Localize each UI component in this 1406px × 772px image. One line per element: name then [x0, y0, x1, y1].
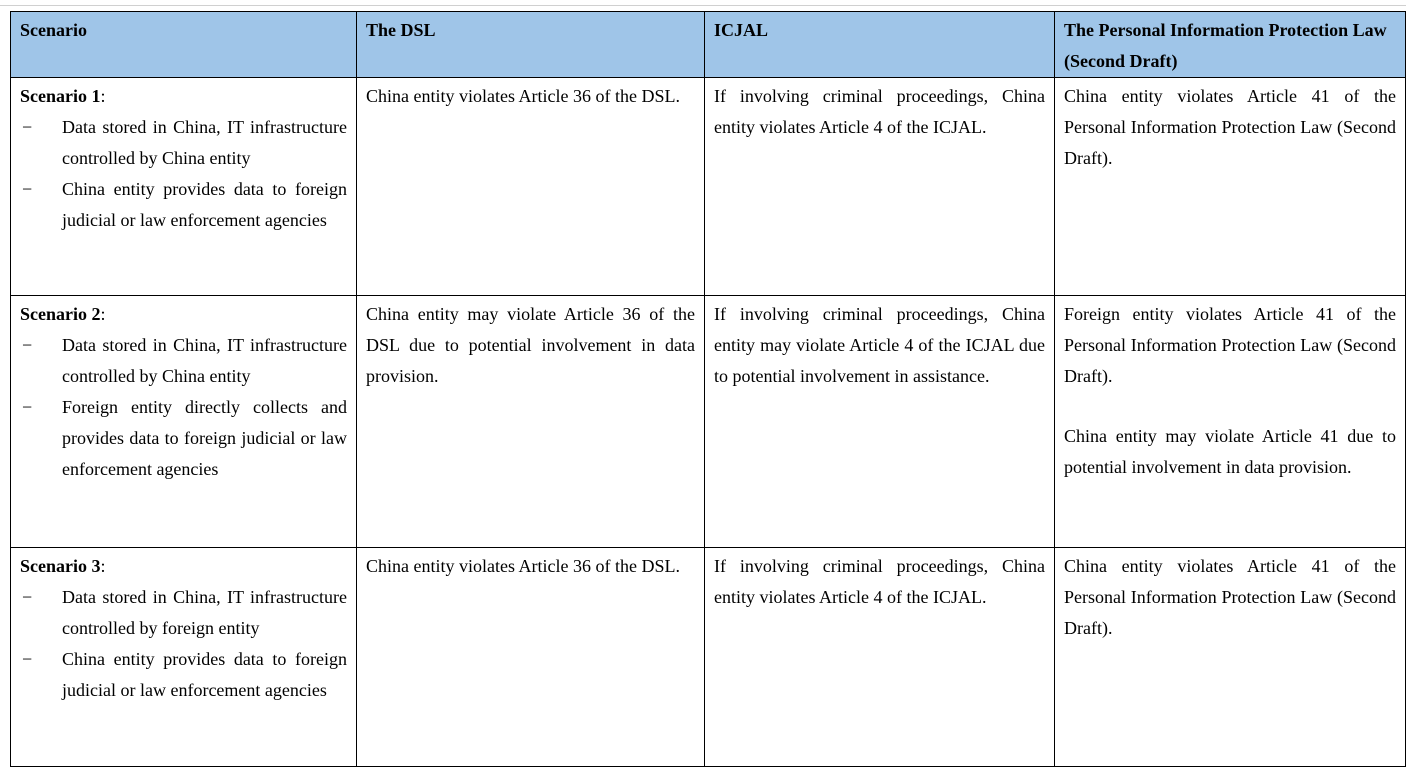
scenario-heading: [20, 551, 347, 582]
pipl-cell: [1055, 548, 1406, 767]
scenario-cell: [11, 78, 357, 296]
list-item: [20, 174, 347, 236]
pipl-cell: [1055, 78, 1406, 296]
header-scenario: Scenario: [11, 12, 357, 78]
scenario-title-colon: :: [100, 86, 106, 106]
page-top-edge: [0, 0, 1406, 6]
table-body: [11, 78, 1406, 767]
bullet-text: China entity provides data to foreign judicial or law enforcement agencies: [62, 179, 347, 230]
scenario-cell: [11, 548, 357, 767]
header-icjal: ICJAL: [705, 12, 1055, 78]
table-row: [11, 78, 1406, 296]
icjal-cell: [705, 296, 1055, 548]
scenario-bullet-list: [20, 582, 347, 706]
dsl-cell: [357, 78, 705, 296]
icjal-cell: [705, 548, 1055, 767]
cell-paragraph: China entity violates Article 41 of the Personal Information Protection Law (Second Draft).: [1064, 556, 1396, 638]
scenario-comparison-table: [10, 11, 1406, 767]
icjal-cell: [705, 78, 1055, 296]
dsl-cell: [357, 296, 705, 548]
list-item: [20, 392, 347, 485]
scenario-title-colon: :: [100, 304, 106, 324]
cell-paragraph: China entity violates Article 41 of the Personal Information Protection Law (Second Draft).: [1064, 86, 1396, 168]
bullet-text: Data stored in China, IT infrastructure controlled by foreign entity: [62, 587, 347, 638]
bullet-text: Foreign entity directly collects and provides data to foreign judicial or law enforcement agencies: [62, 397, 347, 479]
scenario-title: Scenario 1: [20, 86, 101, 106]
table-row: [11, 296, 1406, 548]
cell-paragraph: China entity may violate Article 36 of the DSL due to potential involvement in data provision.: [366, 304, 695, 386]
table-header-row: [11, 12, 1406, 78]
list-item: [20, 330, 347, 392]
scenario-cell: [11, 296, 357, 548]
pipl-cell: [1055, 296, 1406, 548]
cell-paragraph: If involving criminal proceedings, China entity may violate Article 4 of the ICJAL due to potential involvement in assistance.: [714, 304, 1045, 386]
bullet-text: Data stored in China, IT infrastructure controlled by China entity: [62, 335, 347, 386]
cell-paragraph: China entity may violate Article 41 due to potential involvement in data provision.: [1064, 426, 1396, 477]
header-dsl: The DSL: [357, 12, 705, 78]
cell-paragraph: If involving criminal proceedings, China entity violates Article 4 of the ICJAL.: [714, 86, 1045, 137]
bullet-text: Data stored in China, IT infrastructure controlled by China entity: [62, 117, 347, 168]
dash-bullet-icon: −: [22, 179, 33, 199]
scenario-title: Scenario 2: [20, 304, 101, 324]
scenario-heading: [20, 81, 347, 112]
dash-bullet-icon: −: [22, 587, 33, 607]
list-item: [20, 112, 347, 174]
list-item: [20, 582, 347, 644]
scenario-title-colon: :: [100, 556, 106, 576]
dash-bullet-icon: −: [22, 397, 33, 417]
dash-bullet-icon: −: [22, 117, 33, 137]
dash-bullet-icon: −: [22, 335, 33, 355]
dash-bullet-icon: −: [22, 649, 33, 669]
cell-paragraph: China entity violates Article 36 of the DSL.: [366, 556, 680, 576]
scenario-bullet-list: [20, 330, 347, 485]
cell-paragraph: If involving criminal proceedings, China entity violates Article 4 of the ICJAL.: [714, 556, 1045, 607]
bullet-text: China entity provides data to foreign judicial or law enforcement agencies: [62, 649, 347, 700]
scenario-heading: [20, 299, 347, 330]
dsl-cell: [357, 548, 705, 767]
cell-paragraph: Foreign entity violates Article 41 of the Personal Information Protection Law (Second Draft).: [1064, 304, 1396, 386]
scenario-bullet-list: [20, 112, 347, 236]
scenario-title: Scenario 3: [20, 556, 101, 576]
cell-paragraph: China entity violates Article 36 of the DSL.: [366, 86, 680, 106]
table-row: [11, 548, 1406, 767]
list-item: [20, 644, 347, 706]
header-pipl: The Personal Information Protection Law (Second Draft): [1055, 12, 1406, 78]
